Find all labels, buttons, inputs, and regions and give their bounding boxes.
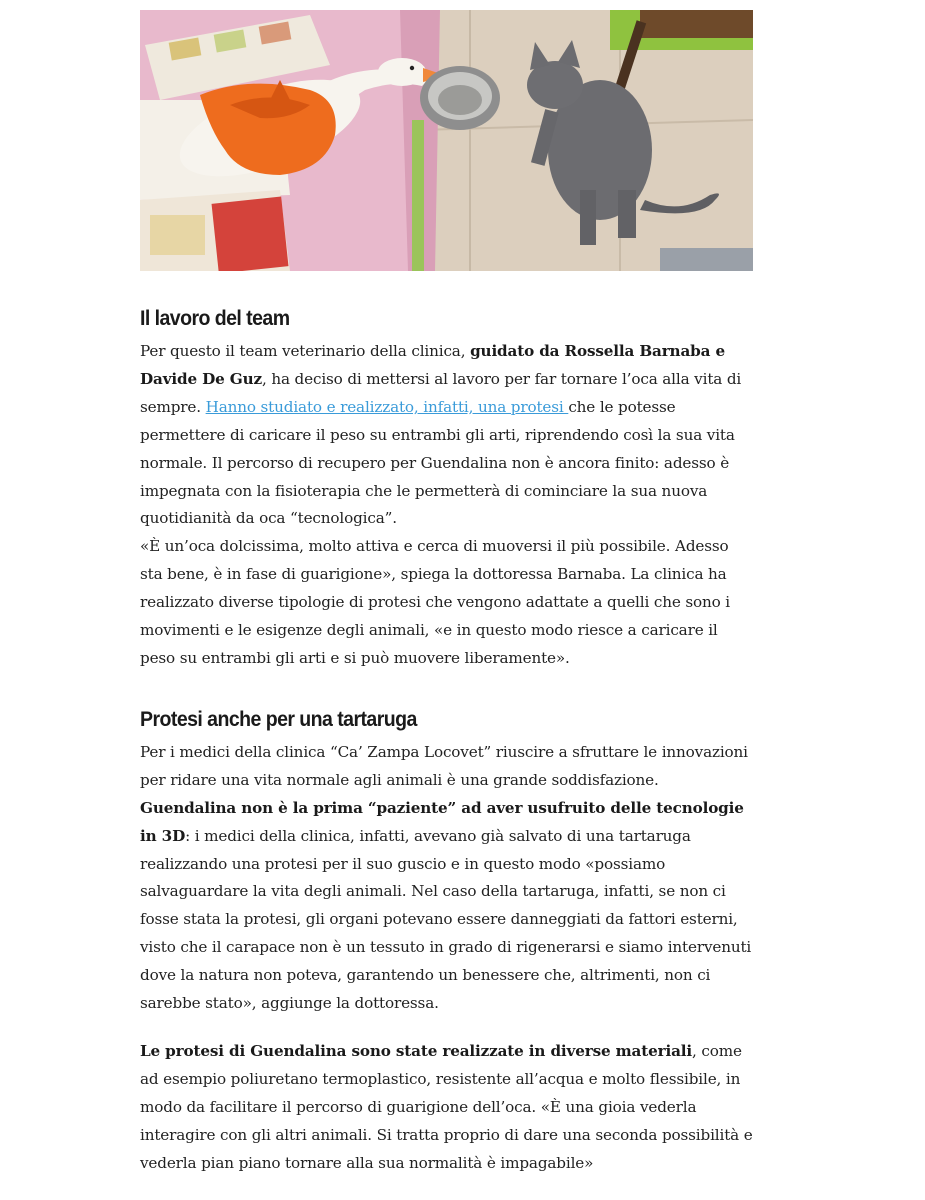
paragraph-bold-text: Le protesi di Guendalina sono state realizzate in diverse materiali (140, 1041, 693, 1060)
prosthesis-article-link[interactable]: Hanno studiato e realizzato, infatti, una protesi (205, 397, 569, 416)
article-body (140, 300, 755, 1177)
section-heading-team: Il lavoro del team (140, 307, 290, 330)
paragraph-bold-text: Guendalina non è la prima “paziente” ad aver usufruito delle tecnologie in 3D (140, 798, 744, 845)
paragraph-bold-text: guidato da Rossella Barnaba e Davide De Guz (140, 342, 725, 388)
paragraph-quote-barnaba: «È un’oca dolcissima, molto attiva e cerca di muoversi il più possibile. Adesso sta bene, è in fase di guarigione», spiega la dottoressa Barnaba. La clinica ha realizzato diverse tipologie di protesi che vengono adattate a quelli che sono i movimenti e le esigenze degli animali, «e in questo modo riesce a caricare il peso su entrambi gli arti e si può muovere liberamente». (140, 537, 730, 667)
paragraph-text: Per i medici della clinica “Ca’ Zampa Locovet” riuscire a sfruttare le innovazioni per ridare una vita normale agli animali è una grande soddisfazione. (140, 742, 748, 789)
paragraph-team-work (140, 338, 755, 533)
paragraph-text: che le potesse permettere di caricare il peso su entrambi gli arti, riprendendo così la sua vita normale. Il percorso di recupero per Guendalina non è ancora finito: adesso è impegnata con la fisioterapia che le permetterà di cominciare la sua nuova quotidianità da oca “tecnologica”. (140, 397, 735, 528)
article-photo (140, 10, 753, 271)
paragraph-text: , come ad esempio poliuretano termoplastico, resistente all’acqua e molto flessibile, in modo da facilitare il percorso di guarigione dell’oca. «È una gioia vederla interagire con gli altri animali. Si tratta proprio di dare una seconda possibilità e vederla pian piano tornare alla sua normalità è impagabile» (140, 1041, 753, 1172)
paragraph-spacer (140, 1018, 755, 1038)
paragraph-text: , ha deciso di mettersi al lavoro per far tornare l’oca alla vita di sempre. (140, 369, 742, 416)
paragraph-materials (140, 1038, 755, 1178)
paragraph-tortoise (140, 739, 755, 1018)
section-heading-tortoise: Protesi anche per una tartaruga (140, 707, 417, 731)
paragraph-text: Per questo il team veterinario della clinica, (140, 342, 471, 360)
paragraph-text: : i medici della clinica, infatti, avevano già salvato di una tartaruga realizzando una protesi per il suo guscio e in questo modo «possiamo salvaguardare la vita degli animali. Nel caso della tartaruga, infatti, se non ci fosse stata la protesi, gli organi potevano essere danneggiati da fattori esterni, visto che il carapace non è un tessuto in grado di rigenerarsi e siamo intervenuti dove la natura non poteva, garantendo un benessere che, altrimenti, non ci sarebbe stato», aggiunge la dottoressa. (140, 826, 752, 1013)
goose-and-cat-photo (140, 10, 753, 271)
